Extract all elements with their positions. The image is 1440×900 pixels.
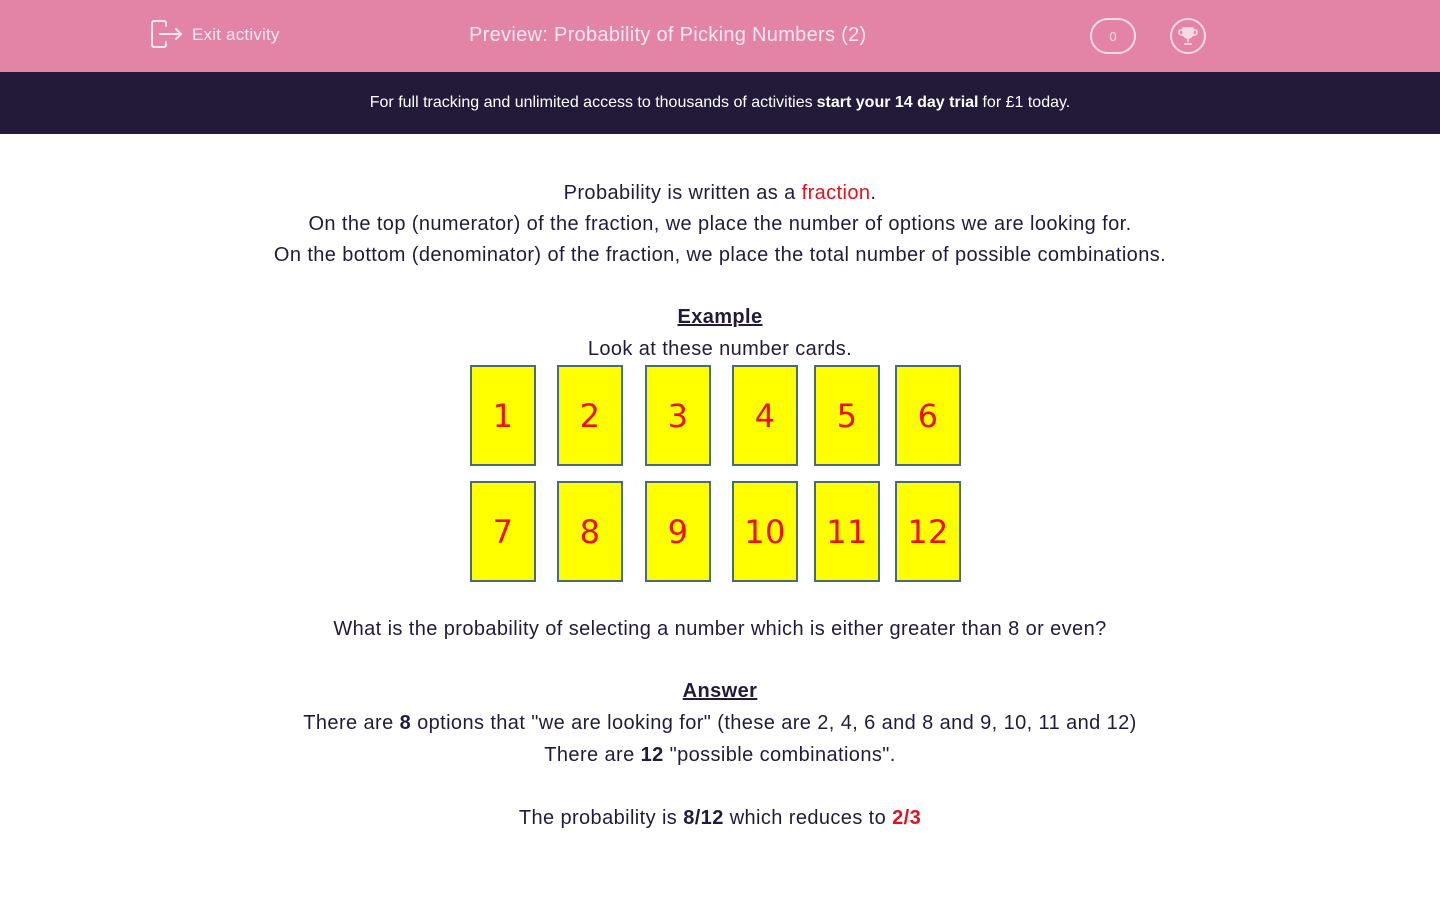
example-question: What is the probability of selecting a number which is either greater than 8 or even? xyxy=(333,618,1107,640)
answer-line-1: There are 8 options that "we are looking for" (these are 2, 4, 6 and 8 and 9, 10, 11 and 12) xyxy=(303,712,1137,734)
number-card: 7 xyxy=(470,481,536,582)
answer-line-2: There are 12 "possible combinations". xyxy=(544,744,896,766)
answer-heading: Answer xyxy=(682,680,758,702)
example-prompt: Look at these number cards. xyxy=(587,338,853,360)
number-card: 8 xyxy=(557,481,623,582)
example-heading: Example xyxy=(677,306,763,328)
banner-text: For full tracking and unlimited access to thousands of activities xyxy=(369,94,813,111)
number-card: 5 xyxy=(814,365,880,466)
exit-activity-label: Exit activity xyxy=(192,25,280,44)
top-bar xyxy=(0,0,1440,72)
number-card: 6 xyxy=(895,365,961,466)
trophy-icon xyxy=(1177,25,1199,47)
score-badge: 0 xyxy=(1090,18,1136,54)
exit-icon xyxy=(150,20,183,50)
banner-text-end: for £1 today. xyxy=(982,94,1071,111)
final-answer: 2/3 xyxy=(892,807,922,829)
trial-banner xyxy=(0,72,1440,134)
exit-activity-button[interactable] xyxy=(150,20,280,50)
fraction-term: fraction xyxy=(801,182,871,204)
number-card: 3 xyxy=(645,365,711,466)
intro-line-2: On the top (numerator) of the fraction, we place the number of options we are looking for. xyxy=(308,213,1132,235)
number-card: 11 xyxy=(814,481,880,582)
number-card: 9 xyxy=(645,481,711,582)
trial-link[interactable]: start your 14 day trial xyxy=(816,94,979,111)
number-card: 1 xyxy=(470,365,536,466)
number-card: 10 xyxy=(732,481,798,582)
intro-line-1: Probability is written as a fraction. xyxy=(563,182,877,204)
number-card: 2 xyxy=(557,365,623,466)
page-title: Preview: Probability of Picking Numbers (2) xyxy=(469,24,867,46)
number-card: 4 xyxy=(732,365,798,466)
intro-line-3: On the bottom (denominator) of the fraction, we place the total number of possible combinations. xyxy=(273,244,1167,266)
answer-line-3: The probability is 8/12 which reduces to 2/3 xyxy=(518,807,922,829)
number-card: 12 xyxy=(895,481,961,582)
trophy-button[interactable] xyxy=(1170,18,1206,54)
